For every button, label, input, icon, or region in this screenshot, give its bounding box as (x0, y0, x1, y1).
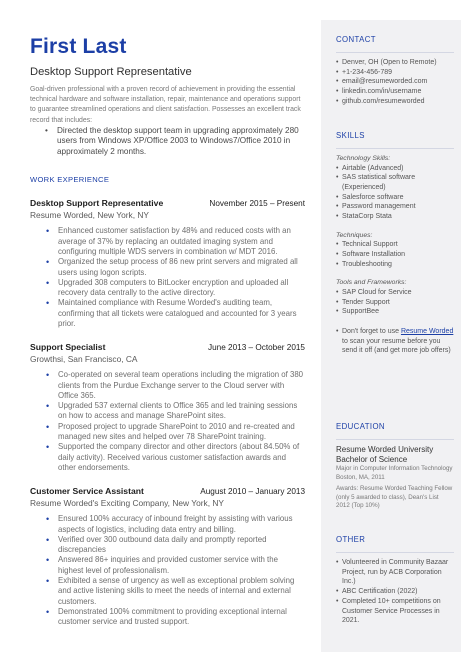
divider (336, 52, 454, 53)
other-heading: OTHER (336, 535, 366, 544)
job-bullet: • Supported the company director and other directors (about 84.50% of daily activity). Received various customer satisfaction awards and other endorsements. (30, 442, 305, 473)
other-item: • ABC Certification (2022) (336, 587, 454, 597)
job-bullet: • Maintained compliance with Resume Worded's auditing team, confirming that all tickets were catalogued and accounted for 3 years prior. (30, 298, 305, 329)
skill-item: • SupportBee (336, 307, 454, 317)
skill-item: • StataCorp Stata (336, 212, 454, 222)
job-bullet: • Verified over 300 outbound data daily and promptly reported discrepancies (30, 535, 305, 556)
divider (336, 439, 454, 440)
skills-tools-list (336, 288, 454, 317)
work-experience-heading: WORK EXPERIENCE (30, 175, 110, 185)
contact-list (336, 58, 454, 107)
education-degree: Bachelor of Science (336, 455, 408, 464)
job-bullet: • Upgraded 308 computers to BitLocker encryption and uploaded all recovery data centrally to the active directory. (30, 278, 305, 299)
job-entry (30, 198, 305, 329)
job-bullets (30, 226, 305, 329)
skill-item: • Troubleshooting (336, 260, 454, 270)
education-location-date: Boston, MA, 2011 (336, 473, 385, 481)
skill-item: • SAS statistical software (Experienced) (336, 173, 454, 192)
resume-worded-link[interactable]: Resume Worded (400, 327, 454, 335)
job-company: Growthsi, San Francisco, CA (30, 354, 138, 365)
job-bullet: • Proposed project to upgrade SharePoint to 2010 and re-created and managed new sites and helped over 78 SharePoint training. (30, 422, 305, 443)
job-bullet: • Upgraded 537 external clients to Office 365 and led training sessions on how to access and manage SharePoint sites. (30, 401, 305, 422)
job-bullet: • Ensured 100% accuracy of inbound freight by assisting with various aspects of logistics, including data entry and billing. (30, 514, 305, 535)
job-entry (30, 486, 305, 627)
contact-phone[interactable]: • +1-234-456-789 (336, 68, 454, 78)
skills-section (336, 131, 454, 356)
skill-item: • Airtable (Advanced) (336, 164, 454, 174)
job-bullet: • Answered 86+ inquiries and provided customer service with the highest level of professionalism. (30, 555, 305, 576)
candidate-name: First Last (30, 35, 127, 58)
job-bullet: • Enhanced customer satisfaction by 48% and reduced costs with an average of 37% by replacing an outdated imaging system and configuring multiple WDS servers in combination w/ MDT 2016. (30, 226, 305, 257)
education-school: Resume Worded University (336, 445, 434, 454)
other-item: • Volunteered in Community Bazaar Project, run by ACB Corporation Inc.) (336, 558, 454, 587)
skills-techniques-list (336, 240, 454, 269)
summary-highlight-item: • Directed the desktop support team in upgrading approximately 280 users from Windows XP/Office 2003 to Windows7/Office 2010 in approximately 2 months. (30, 126, 305, 158)
other-list (336, 558, 454, 626)
job-dates: June 2013 – October 2015 (208, 343, 305, 353)
job-bullet: • Demonstrated 100% commitment to providing exceptional internal customer service and trusted support. (30, 607, 305, 628)
sidebar (321, 20, 461, 652)
skills-technology-label: Technology Skills: (336, 155, 391, 162)
job-company: Resume Worded, New York, NY (30, 210, 150, 221)
contact-github[interactable]: • github.com/resumeworded (336, 97, 454, 107)
education-major: Major in Computer Information Technology (336, 465, 453, 472)
skills-techniques-label: Techniques: (336, 231, 373, 239)
other-item: • Completed 10+ competitions on Customer Service Processes in 2021. (336, 597, 454, 626)
job-bullets (30, 514, 305, 627)
job-entry (30, 342, 305, 473)
job-bullet: • Co-operated on several team operations including the migration of 380 clients from the Purdue Exchange server to the Cloud server with Office 365. (30, 370, 305, 401)
skill-item: • Salesforce software (336, 193, 454, 203)
job-company: Resume Worded's Exciting Company, New York, NY (30, 498, 224, 509)
job-bullets (30, 370, 305, 473)
divider (336, 148, 454, 149)
job-bullet: • Exhibited a sense of urgency as well as exceptional problem solving and active listening skills to meet the needs of internal and external customers. (30, 576, 305, 607)
job-dates: November 2015 – Present (209, 199, 305, 209)
main-column (30, 36, 305, 628)
skills-tools-label: Tools and Frameworks: (336, 279, 407, 287)
resume-tip (336, 327, 454, 356)
contact-heading: CONTACT (336, 35, 376, 44)
resume-tip-text: • Don't forget to use Resume Worded to scan your resume before you send it off (and get more job offers) (336, 327, 454, 356)
contact-linkedin[interactable]: • linkedin.com/in/username (336, 87, 454, 97)
divider (336, 552, 454, 553)
education-awards: Awards: Resume Worded Teaching Fellow (only 5 awarded to class), Dean's List 2012 (Top 10%) (336, 485, 453, 510)
education-section (336, 422, 454, 511)
skill-item: • SAP Cloud for Service (336, 288, 454, 298)
skill-item: • Software Installation (336, 250, 454, 260)
skill-item: • Technical Support (336, 240, 454, 250)
candidate-title: Desktop Support Representative (30, 66, 192, 78)
skills-technology-list (336, 164, 454, 222)
job-role: Desktop Support Representative (30, 198, 164, 209)
contact-email[interactable]: • email@resumeworded.com (336, 77, 454, 87)
job-role: Customer Service Assistant (30, 486, 144, 497)
skills-heading: SKILLS (336, 131, 365, 140)
job-role: Support Specialist (30, 342, 106, 353)
education-heading: EDUCATION (336, 422, 385, 431)
job-bullet: • Organized the setup process of 86 new print servers and migrated all users using logon scripts. (30, 257, 305, 278)
contact-section (336, 35, 454, 107)
skill-item: • Password management (336, 202, 454, 212)
summary-text: Goal-driven professional with a proven record of achievement in providing the essential technical hardware and software installation, repair, maintenance and operations support to guarantee streamlined operations and client satisfaction. Possesses an excellent track record that includes: (30, 86, 301, 124)
summary-highlights (30, 126, 305, 158)
contact-location: • Denver, OH (Open to Remote) (336, 58, 454, 68)
job-dates: August 2010 – January 2013 (200, 487, 305, 497)
skill-item: • Tender Support (336, 298, 454, 308)
other-section (336, 535, 454, 626)
